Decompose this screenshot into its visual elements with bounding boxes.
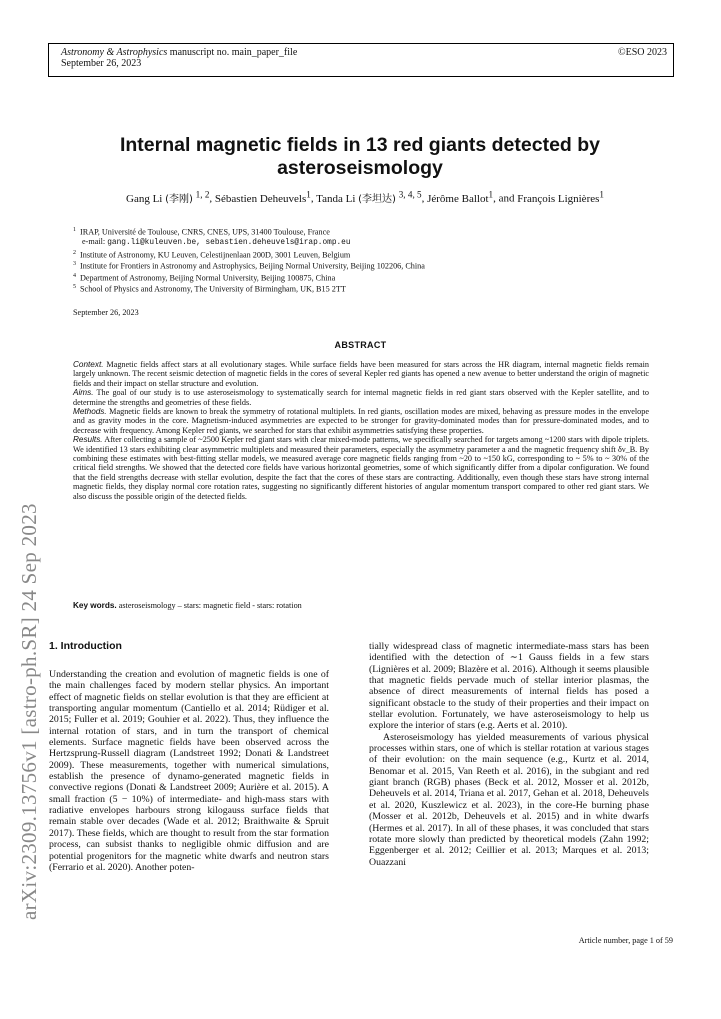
copyright: ©ESO 2023 (618, 47, 667, 58)
author: Tanda Li (李坦达) $^{3, 4, 5}$ (316, 189, 422, 205)
author-list: Gang Li (李刚) $^{1, 2}$, Sébastien Deheuvels$^1$, Tanda Li (李坦达) $^{3, 4, 5}$, Jérôme Ballot$^1$, and François Lignières$^1$ (126, 189, 604, 205)
journal-name: Astronomy & Astrophysics (61, 47, 168, 58)
keywords (73, 601, 649, 610)
author: Gang Li (李刚) $^{1, 2}$ (126, 189, 210, 205)
journal-header (48, 43, 674, 77)
keywords-text: asteroseismology – stars: magnetic field - stars: rotation (118, 601, 302, 610)
abstract (73, 360, 649, 501)
paper-title: Internal magnetic fields in 13 red giants detected by asteroseismology (119, 134, 601, 179)
abstract-results: Results. After collecting a sample of ~2500 Kepler red giant stars with clear mixed-mode patterns, we specifically searched for targets among ~1200 stars with dipole triplets. We identified 13 stars exhibiting clear asymmetric multiplets and measured their parameters, especially the asymmetry parameter a and the magnetic frequency shift δν_B. By combining these estimates with best-fitting stellar models, we measured average core magnetic fields ranging from ~20 to ~150 kG, corresponding to ~ 5% to ~ 30% of the critical field strengths. We showed that the detected core fields have various horizontal geometries, some of which significantly differ from a dipolar configuration. We found that the field strengths decrease with stellar evolution, despite the fact that the cores of these stars are contracting. Additionally, even though these stars have strong internal magnetic fields, they display normal core rotation rates, suggesting no significantly different histories of angular momentum transport compared to other red giant stars. We also discuss the possible origin of the detected fields. (73, 435, 649, 501)
author: François Lignières$^1$ (517, 189, 604, 205)
affiliations (73, 226, 653, 294)
header-date: September 26, 2023 (61, 58, 142, 69)
right-column (369, 641, 649, 868)
abstract-aims: Aims. The goal of our study is to use asteroseismology to systematically search for internal magnetic fields in red giant stars observed with the Kepler satellite, and to determine the strengths and geometries of these fields. (73, 388, 649, 407)
affiliation-email: e-mail: gang.li@kuleuven.be, sebastien.deheuvels@irap.omp.eu (82, 237, 351, 248)
abstract-methods: Methods. Magnetic fields are known to break the symmetry of rotational multiplets. In red giants, oscillation modes are mixed, behaving as pressure modes in the envelope and as gravity modes in the core. Magnetism-induced asymmetries are expected to be stronger for gravity-dominated modes than for pressure-dominated modes, and to decrease with frequency. Among Kepler red giants, we searched for stars that exhibit asymmetries satisfying these properties. (73, 407, 649, 435)
author: Jérôme Ballot$^1$ (427, 189, 494, 205)
paragraph: Understanding the creation and evolution of magnetic fields is one of the main challenges faced by modern stellar physics. An important effect of magnetic fields on stellar evolution is that they are efficient at transporting angular momentum (Cantiello et al. 2014; Rüdiger et al. 2015; Fuller et al. 2019; Gouhier et al. 2022). Thus, they influence the internal rotation of stars, and in turn the transport of chemical elements. Surface magnetic fields have been observed across the Hertzsprung-Russell diagram (Landstreet 1992; Donati & Landstreet 2009). These measurements, together with numerical simulations, establish the presence of dynamo-generated magnetic fields in convective regions (Donati & Landstreet 2009; Aurière et al. 2015). A small fraction (5 − 10%) of intermediate- and high-mass stars with radiative envelopes harbours strong kilogauss surface fields that remain stable over decades (Wade et al. 2012; Braithwaite & Spruit 2017). These fields, which are thought to result from the star formation process, can subsist thanks to negligible ohmic diffusion and are potential progenitors for the magnetic white dwarfs and neutron stars (Ferrario et al. 2020). Another poten- (49, 669, 329, 873)
author: Sébastien Deheuvels$^1$ (214, 189, 311, 205)
abstract-heading: ABSTRACT (334, 340, 387, 350)
affiliation: $^3$ Institute for Frontiers in Astronomy and Astrophysics, Beijing Normal University, Beijing 102206, China (73, 261, 425, 271)
manuscript-id: manuscript no. main_paper_file (167, 47, 298, 58)
abstract-context: Context. Magnetic fields affect stars at all evolutionary stages. While surface fields have been measured for stars across the HR diagram, internal magnetic fields remain largely unknown. The recent seismic detection of magnetic fields in the cores of several Kepler red giants has opened a new avenue to better understand the origin of magnetic fields and their impact on stellar structure and evolution. (73, 360, 649, 388)
section-heading: 1. Introduction (49, 640, 122, 652)
email-link[interactable]: gang.li@kuleuven.be, sebastien.deheuvels@irap.omp.eu (107, 239, 351, 248)
page-number: Article number, page 1 of 59 (578, 936, 673, 945)
keywords-label: Key words. (73, 601, 117, 610)
left-column (49, 669, 329, 873)
received-date: September 26, 2023 (73, 308, 139, 317)
paragraph: tially widespread class of magnetic intermediate-mass stars has been identified with the detection of ∼1 Gauss fields in a few stars (Lignières et al. 2009; Blazère et al. 2016). Although it seems plausible that magnetic fields pervade much of stellar interior plasmas, the absence of direct measurements of internal fields has posed a significant obstacle to the study of their properties and their impact on stellar evolution. Fortunately, we have asteroseismology to help us explore the interior of stars (e.g. Aerts et al. 2010). (369, 641, 649, 732)
affiliation: $^2$ Institute of Astronomy, KU Leuven, Celestijnenlaan 200D, 3001 Leuven, Belgium (73, 249, 351, 260)
affiliation: $^5$ School of Physics and Astronomy, The University of Birmingham, UK, B15 2TT (73, 283, 346, 294)
arxiv-identifier[interactable]: arXiv:2309.13756v1 [astro-ph.SR] 24 Sep 2023 (17, 503, 41, 920)
paragraph: Asteroseismology has yielded measurements of various physical processes within stars, one of which is stellar rotation at various stages of their evolution: on the main sequence (e.g., Kurtz et al. 2014, Benomar et al. 2015, Van Reeth et al. 2016), in the subgiant and red giant branch (RGB) phases (Beck et al. 2012, Mosser et al. 2012b, Deheuvels et al. 2014, Triana et al. 2017, Gehan et al. 2018, Deheuvels et al. 2020, Kuszlewicz et al. 2023), in the core-He burning phase (Mosser et al. 2012b, Deheuvels et al. 2015) and in white dwarfs (Hermes et al. 2017). In all of these phases, it was concluded that stars rotate more slowly than predicted by theoretical models (Zahn 1992; Eggenberger et al. 2012; Ceillier et al. 2013; Marques et al. 2013; Ouazzani (369, 731, 649, 868)
affiliation: $^4$ Department of Astronomy, Beijing Normal University, Beijing 100875, China (73, 272, 336, 283)
affiliation: $^1$ IRAP, Université de Toulouse, CNRS, CNES, UPS, 31400 Toulouse, France (73, 227, 330, 237)
